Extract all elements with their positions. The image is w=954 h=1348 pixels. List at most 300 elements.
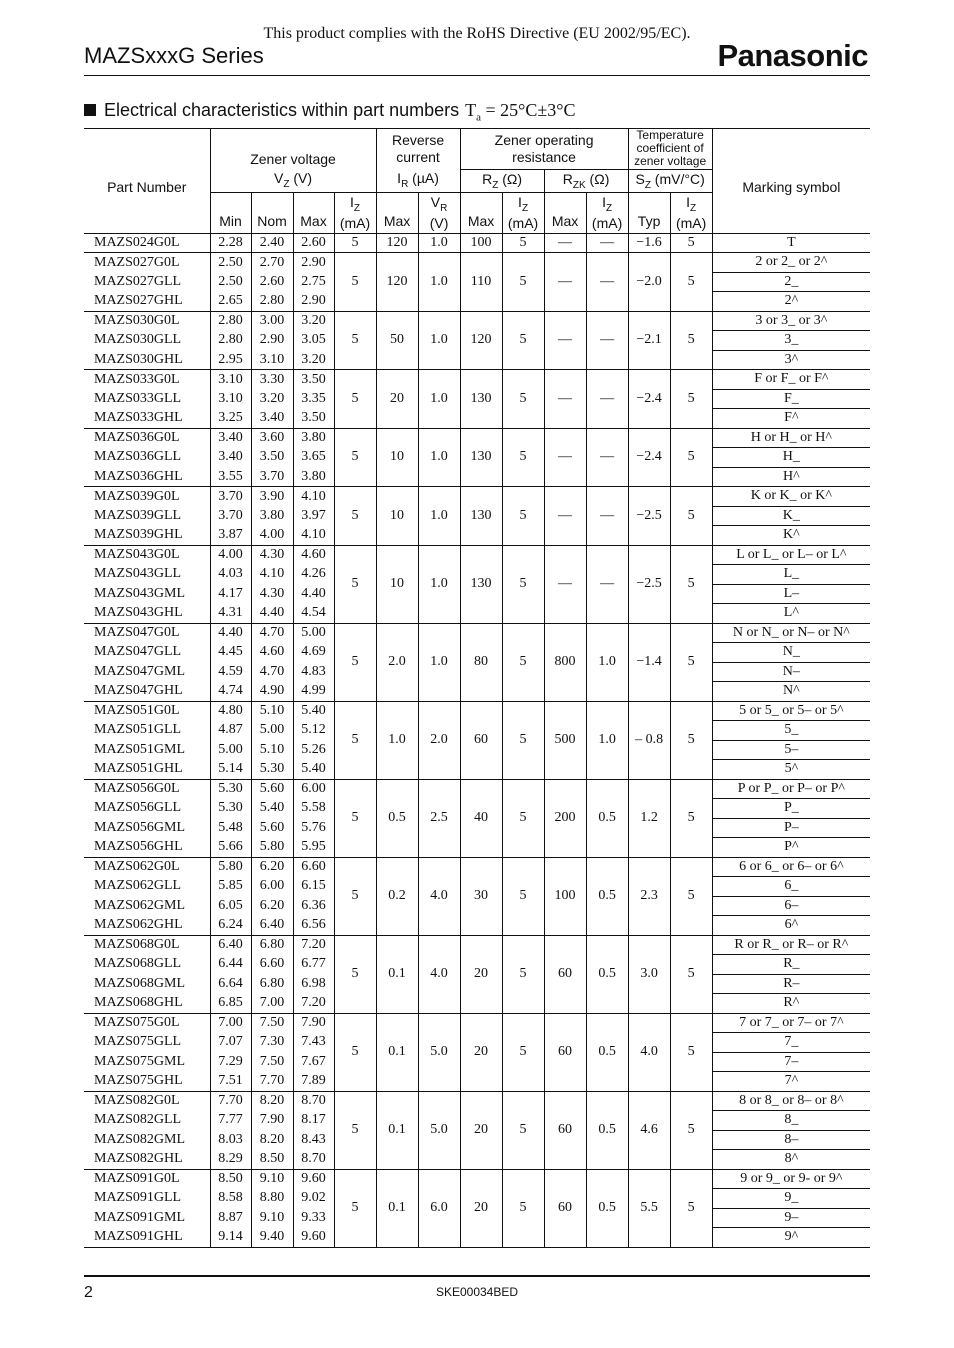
part-number-cell: MAZS075GLL	[84, 1033, 210, 1053]
part-number-cell: MAZS068GLL	[84, 955, 210, 975]
marking-symbol-cell: 9_	[712, 1189, 870, 1209]
header-zener-voltage: Zener voltage	[210, 129, 376, 170]
vz-min-cell: 7.00	[210, 1013, 251, 1033]
vz-max-cell: 5.26	[293, 740, 334, 760]
sz-typ-cell: −2.0	[628, 253, 670, 312]
vz-nom-cell: 3.80	[251, 506, 293, 526]
vz-min-cell: 3.40	[210, 428, 251, 448]
vz-min-cell: 3.40	[210, 448, 251, 468]
sz-iz-cell: 5	[670, 428, 712, 487]
part-number-cell: MAZS033G0L	[84, 370, 210, 390]
sz-iz-cell: 5	[670, 935, 712, 1013]
part-number-cell: MAZS075GHL	[84, 1072, 210, 1092]
part-number-cell: MAZS047G0L	[84, 623, 210, 643]
section-heading	[84, 100, 575, 124]
table-row	[84, 253, 870, 273]
sz-typ-cell: −1.4	[628, 623, 670, 701]
marking-symbol-cell: H_	[712, 448, 870, 468]
vz-nom-cell: 3.40	[251, 409, 293, 429]
marking-symbol-cell: 7–	[712, 1052, 870, 1072]
vz-min-cell: 5.80	[210, 857, 251, 877]
header-rz: $R_Z$ (Ω)	[460, 169, 544, 192]
ir-vr-cell: 2.0	[418, 701, 460, 779]
rzk-max-cell: 60	[544, 935, 586, 1013]
header-marking-symbol: Marking symbol	[712, 129, 870, 234]
marking-symbol-cell: P_	[712, 799, 870, 819]
vz-nom-cell: 6.80	[251, 974, 293, 994]
vz-nom-cell: 3.20	[251, 389, 293, 409]
vz-iz-cell: 5	[334, 487, 376, 546]
marking-symbol-cell: 8^	[784, 1151, 799, 1167]
ir-max-cell: 10	[376, 487, 418, 546]
part-number-cell: MAZS051GHL	[84, 760, 210, 780]
rzk-max-cell: —	[544, 311, 586, 370]
rzk-max-cell: 60	[544, 1013, 586, 1091]
table-body	[84, 233, 870, 1247]
header-vz-min: Min	[210, 192, 251, 233]
marking-symbol-cell: 5 or 5_ or 5– or 5^	[712, 701, 870, 721]
rzk-max-cell: —	[544, 487, 586, 546]
rzk-iz-cell: —	[586, 545, 628, 623]
ir-max-cell: 10	[376, 545, 418, 623]
series-title: MAZSxxxG Series	[84, 43, 264, 68]
ir-vr-cell: 2.5	[418, 779, 460, 857]
vz-min-cell: 5.85	[210, 877, 251, 897]
sz-iz-cell: 5	[670, 253, 712, 312]
ir-max-cell: 0.1	[376, 935, 418, 1013]
vz-nom-cell: 5.60	[251, 779, 293, 799]
marking-symbol-cell: K_	[712, 506, 870, 526]
part-number-cell: MAZS024G0L	[84, 233, 210, 253]
vz-max-cell: 6.56	[293, 916, 334, 936]
vz-max-cell: 9.33	[293, 1208, 334, 1228]
ir-vr-cell: 4.0	[418, 857, 460, 935]
marking-symbol-cell: F^	[784, 410, 799, 426]
vz-nom-cell: 8.50	[251, 1150, 293, 1170]
vz-min-cell: 3.70	[210, 487, 251, 507]
header-zener-operating-resistance: Zener operating resistance	[460, 129, 628, 170]
marking-symbol-cell: 6 or 6_ or 6– or 6^	[712, 857, 870, 877]
part-number-cell: MAZS056GHL	[84, 838, 210, 858]
vz-min-cell: 4.59	[210, 662, 251, 682]
vz-nom-cell: 3.90	[251, 487, 293, 507]
marking-symbol-cell: 3 or 3_ or 3^	[712, 311, 870, 331]
vz-nom-cell: 7.50	[251, 1052, 293, 1072]
vz-nom-cell: 2.80	[251, 292, 293, 312]
rzk-max-cell: —	[544, 233, 586, 253]
marking-symbol-cell: 2_	[712, 272, 870, 292]
marking-symbol-cell: P^	[784, 839, 799, 855]
vz-max-cell: 9.02	[293, 1189, 334, 1209]
vz-max-cell: 2.90	[293, 292, 334, 312]
rzk-max-cell: 60	[544, 1091, 586, 1169]
part-number-cell: MAZS047GML	[84, 662, 210, 682]
marking-symbol-cell: P–	[712, 818, 870, 838]
sz-typ-cell: 4.0	[628, 1013, 670, 1091]
marking-symbol-cell: R–	[712, 974, 870, 994]
header-vz-max: Max	[293, 192, 334, 233]
part-number-cell: MAZS033GHL	[84, 409, 210, 429]
vz-max-cell: 9.60	[293, 1228, 334, 1248]
vz-min-cell: 8.03	[210, 1130, 251, 1150]
vz-min-cell: 5.48	[210, 818, 251, 838]
sz-iz-cell: 5	[670, 857, 712, 935]
rz-max-cell: 30	[460, 857, 502, 935]
part-number-cell: MAZS051G0L	[84, 701, 210, 721]
vz-max-cell: 5.95	[293, 838, 334, 858]
sz-typ-cell: −2.4	[628, 428, 670, 487]
marking-symbol-cell: T	[712, 233, 870, 253]
vz-min-cell: 7.77	[210, 1111, 251, 1131]
vz-min-cell: 3.70	[210, 506, 251, 526]
vz-iz-cell: 5	[334, 701, 376, 779]
marking-symbol-cell: K or K_ or K^	[712, 487, 870, 507]
marking-symbol-cell: 2 or 2_ or 2^	[712, 253, 870, 273]
rz-max-cell: 130	[460, 545, 502, 623]
vz-nom-cell: 4.10	[251, 565, 293, 585]
vz-max-cell: 5.58	[293, 799, 334, 819]
marking-symbol-cell: L or L_ or L– or L^	[712, 545, 870, 565]
table-row	[84, 370, 870, 390]
rz-iz-cell: 5	[502, 935, 544, 1013]
rzk-iz-cell: —	[586, 487, 628, 546]
vz-max-cell: 9.60	[293, 1169, 334, 1189]
section-title: Electrical characteristics within part numbers	[104, 100, 460, 120]
part-number-cell: MAZS027G0L	[84, 253, 210, 273]
vz-min-cell: 5.30	[210, 799, 251, 819]
rz-max-cell: 130	[460, 487, 502, 546]
rz-iz-cell: 5	[502, 253, 544, 312]
ir-vr-cell: 1.0	[418, 428, 460, 487]
vz-max-cell: 3.65	[293, 448, 334, 468]
vz-min-cell: 4.31	[210, 604, 251, 624]
vz-min-cell: 2.28	[210, 233, 251, 253]
vz-min-cell: 6.24	[210, 916, 251, 936]
vz-min-cell: 6.40	[210, 935, 251, 955]
header-rzk: $R_{ZK}$ (Ω)	[544, 169, 628, 192]
vz-max-cell: 8.43	[293, 1130, 334, 1150]
sz-iz-cell: 5	[670, 1169, 712, 1247]
vz-min-cell: 8.87	[210, 1208, 251, 1228]
rz-max-cell: 40	[460, 779, 502, 857]
header-part-number: Part Number	[84, 129, 210, 234]
rz-iz-cell: 5	[502, 311, 544, 370]
part-number-cell: MAZS027GHL	[84, 292, 210, 312]
rzk-iz-cell: 0.5	[586, 1091, 628, 1169]
vz-nom-cell: 4.30	[251, 584, 293, 604]
vz-iz-cell: 5	[334, 779, 376, 857]
part-number-cell: MAZS036GLL	[84, 448, 210, 468]
ir-max-cell: 20	[376, 370, 418, 429]
table-row	[84, 233, 870, 253]
vz-min-cell: 4.00	[210, 545, 251, 565]
vz-nom-cell: 8.20	[251, 1130, 293, 1150]
header-sz: $S_Z$ (mV/°C)	[628, 169, 712, 192]
vz-min-cell: 3.10	[210, 389, 251, 409]
vz-max-cell: 3.80	[293, 428, 334, 448]
marking-symbol-cell: P or P_ or P– or P^	[712, 779, 870, 799]
ir-vr-cell: 1.0	[418, 623, 460, 701]
rz-iz-cell: 5	[502, 779, 544, 857]
table-row	[84, 857, 870, 877]
rzk-max-cell: 200	[544, 779, 586, 857]
vz-min-cell: 3.25	[210, 409, 251, 429]
table-header	[84, 129, 870, 234]
vz-nom-cell: 5.60	[251, 818, 293, 838]
part-number-cell: MAZS051GLL	[84, 721, 210, 741]
vz-max-cell: 5.40	[293, 701, 334, 721]
rz-max-cell: 120	[460, 311, 502, 370]
rzk-max-cell: —	[544, 253, 586, 312]
rzk-iz-cell: —	[586, 253, 628, 312]
ir-max-cell: 0.1	[376, 1091, 418, 1169]
part-number-cell: MAZS047GHL	[84, 682, 210, 702]
part-number-cell: MAZS036G0L	[84, 428, 210, 448]
ir-max-cell: 10	[376, 428, 418, 487]
ir-vr-cell: 1.0	[418, 487, 460, 546]
vz-min-cell: 3.10	[210, 370, 251, 390]
header-rz-iz: $I_Z$ (mA)	[502, 192, 544, 233]
vz-nom-cell: 9.10	[251, 1169, 293, 1189]
vz-min-cell: 2.65	[210, 292, 251, 312]
rz-max-cell: 60	[460, 701, 502, 779]
vz-max-cell: 2.90	[293, 253, 334, 273]
vz-nom-cell: 5.80	[251, 838, 293, 858]
vz-min-cell: 6.44	[210, 955, 251, 975]
vz-max-cell: 7.89	[293, 1072, 334, 1092]
rz-max-cell: 130	[460, 428, 502, 487]
vz-min-cell: 2.80	[210, 311, 251, 331]
part-number-cell: MAZS043GLL	[84, 565, 210, 585]
table-row	[84, 935, 870, 955]
vz-max-cell: 5.40	[293, 760, 334, 780]
sz-iz-cell: 5	[670, 370, 712, 429]
marking-symbol-cell: 7_	[712, 1033, 870, 1053]
rz-iz-cell: 5	[502, 857, 544, 935]
marking-symbol-cell: 5^	[784, 761, 799, 777]
rz-iz-cell: 5	[502, 1013, 544, 1091]
vz-max-cell: 4.83	[293, 662, 334, 682]
page-number: 2	[84, 1284, 93, 1301]
part-number-cell: MAZS043G0L	[84, 545, 210, 565]
sz-typ-cell: 4.6	[628, 1091, 670, 1169]
header-sz-iz: $I_Z$ (mA)	[670, 192, 712, 233]
vz-nom-cell: 8.80	[251, 1189, 293, 1209]
ir-max-cell: 2.0	[376, 623, 418, 701]
header-rzk-max: Max	[544, 192, 586, 233]
rz-iz-cell: 5	[502, 1169, 544, 1247]
vz-nom-cell: 2.60	[251, 272, 293, 292]
marking-symbol-cell: 8_	[712, 1111, 870, 1131]
vz-min-cell: 4.45	[210, 643, 251, 663]
part-number-cell: MAZS051GML	[84, 740, 210, 760]
part-number-cell: MAZS056G0L	[84, 779, 210, 799]
vz-max-cell: 6.36	[293, 896, 334, 916]
vz-nom-cell: 4.30	[251, 545, 293, 565]
vz-iz-cell: 5	[334, 1013, 376, 1091]
sz-iz-cell: 5	[670, 545, 712, 623]
part-number-cell: MAZS062GHL	[84, 916, 210, 936]
part-number-cell: MAZS062G0L	[84, 857, 210, 877]
marking-symbol-cell: 7^	[784, 1073, 799, 1089]
rohs-notice: This product complies with the RoHS Directive (EU 2002/95/EC).	[263, 25, 691, 42]
vz-iz-cell: 5	[334, 253, 376, 312]
vz-max-cell: 4.99	[293, 682, 334, 702]
vz-iz-cell: 5	[334, 428, 376, 487]
marking-symbol-cell: 7 or 7_ or 7– or 7^	[712, 1013, 870, 1033]
vz-min-cell: 6.05	[210, 896, 251, 916]
vz-max-cell: 5.12	[293, 721, 334, 741]
rzk-max-cell: —	[544, 370, 586, 429]
marking-symbol-cell: H or H_ or H^	[712, 428, 870, 448]
sz-typ-cell: 1.2	[628, 779, 670, 857]
rzk-iz-cell: 0.5	[586, 935, 628, 1013]
ir-vr-cell: 5.0	[418, 1091, 460, 1169]
vz-max-cell: 3.97	[293, 506, 334, 526]
vz-max-cell: 4.60	[293, 545, 334, 565]
rz-iz-cell: 5	[502, 545, 544, 623]
rz-max-cell: 20	[460, 1091, 502, 1169]
rzk-max-cell: 60	[544, 1169, 586, 1247]
vz-min-cell: 5.66	[210, 838, 251, 858]
marking-symbol-cell: N^	[783, 683, 800, 699]
vz-nom-cell: 3.10	[251, 350, 293, 370]
table-row	[84, 701, 870, 721]
part-number-cell: MAZS030GLL	[84, 331, 210, 351]
rz-max-cell: 100	[460, 233, 502, 253]
vz-nom-cell: 3.70	[251, 467, 293, 487]
part-number-cell: MAZS082G0L	[84, 1091, 210, 1111]
part-number-cell: MAZS056GLL	[84, 799, 210, 819]
vz-max-cell: 6.77	[293, 955, 334, 975]
ir-max-cell: 120	[376, 233, 418, 253]
vz-max-cell: 3.50	[293, 409, 334, 429]
sz-iz-cell: 5	[670, 779, 712, 857]
ir-max-cell: 0.1	[376, 1013, 418, 1091]
part-number-cell: MAZS033GLL	[84, 389, 210, 409]
sz-typ-cell: −1.6	[628, 233, 670, 253]
header-reverse-current: Reverse current	[376, 129, 460, 170]
vz-max-cell: 6.00	[293, 779, 334, 799]
vz-nom-cell: 9.10	[251, 1208, 293, 1228]
rzk-iz-cell: —	[586, 370, 628, 429]
marking-symbol-cell: N–	[712, 662, 870, 682]
vz-min-cell: 4.87	[210, 721, 251, 741]
header-temperature-coefficient: Temperature coefficient of zener voltage	[628, 129, 712, 170]
rz-iz-cell: 5	[502, 428, 544, 487]
part-number-cell: MAZS047GLL	[84, 643, 210, 663]
vz-nom-cell: 7.30	[251, 1033, 293, 1053]
header-rule	[84, 75, 870, 76]
sz-typ-cell: −2.4	[628, 370, 670, 429]
vz-min-cell: 2.50	[210, 253, 251, 273]
ir-max-cell: 0.1	[376, 1169, 418, 1247]
rz-max-cell: 130	[460, 370, 502, 429]
vz-iz-cell: 5	[334, 623, 376, 701]
header-ir-max: Max	[376, 192, 418, 233]
vz-min-cell: 7.29	[210, 1052, 251, 1072]
ir-vr-cell: 6.0	[418, 1169, 460, 1247]
marking-symbol-cell: 5–	[712, 740, 870, 760]
marking-symbol-cell: F or F_ or F^	[712, 370, 870, 390]
square-bullet-icon	[84, 104, 96, 116]
sz-typ-cell: −2.5	[628, 545, 670, 623]
marking-symbol-cell: R^	[783, 995, 800, 1011]
vz-nom-cell: 9.40	[251, 1228, 293, 1248]
vz-nom-cell: 4.40	[251, 604, 293, 624]
vz-max-cell: 3.50	[293, 370, 334, 390]
vz-iz-cell: 5	[334, 857, 376, 935]
vz-nom-cell: 4.70	[251, 623, 293, 643]
marking-symbol-cell: L–	[712, 584, 870, 604]
marking-symbol-cell: R_	[712, 955, 870, 975]
rzk-iz-cell: —	[586, 428, 628, 487]
part-number-cell: MAZS039G0L	[84, 487, 210, 507]
part-number-cell: MAZS068GHL	[84, 994, 210, 1014]
header-vz-iz: $I_Z$ (mA)	[334, 192, 376, 233]
vz-max-cell: 5.00	[293, 623, 334, 643]
vz-max-cell: 3.20	[293, 311, 334, 331]
rzk-iz-cell: —	[586, 233, 628, 253]
vz-max-cell: 4.10	[293, 526, 334, 546]
ir-vr-cell: 1.0	[418, 233, 460, 253]
vz-nom-cell: 2.90	[251, 331, 293, 351]
rz-max-cell: 20	[460, 935, 502, 1013]
part-number-cell: MAZS082GHL	[84, 1150, 210, 1170]
part-number-cell: MAZS030G0L	[84, 311, 210, 331]
part-number-cell: MAZS068GML	[84, 974, 210, 994]
vz-iz-cell: 5	[334, 370, 376, 429]
rzk-max-cell: 100	[544, 857, 586, 935]
rzk-iz-cell: 0.5	[586, 1169, 628, 1247]
rz-iz-cell: 5	[502, 370, 544, 429]
part-number-cell: MAZS062GLL	[84, 877, 210, 897]
vz-nom-cell: 6.20	[251, 896, 293, 916]
table-row	[84, 311, 870, 331]
vz-nom-cell: 5.30	[251, 760, 293, 780]
part-number-cell: MAZS068G0L	[84, 935, 210, 955]
rz-max-cell: 80	[460, 623, 502, 701]
vz-max-cell: 6.98	[293, 974, 334, 994]
vz-iz-cell: 5	[334, 1169, 376, 1247]
header-rzk-iz: $I_Z$ (mA)	[586, 192, 628, 233]
vz-nom-cell: 6.60	[251, 955, 293, 975]
vz-nom-cell: 3.00	[251, 311, 293, 331]
vz-nom-cell: 2.70	[251, 253, 293, 273]
marking-symbol-cell: 3^	[784, 351, 799, 367]
marking-symbol-cell: 6^	[784, 917, 799, 933]
vz-min-cell: 9.14	[210, 1228, 251, 1248]
part-number-cell: MAZS039GLL	[84, 506, 210, 526]
table-row	[84, 623, 870, 643]
vz-max-cell: 4.69	[293, 643, 334, 663]
ir-vr-cell: 1.0	[418, 545, 460, 623]
vz-max-cell: 2.60	[293, 233, 334, 253]
vz-iz-cell: 5	[334, 233, 376, 253]
vz-min-cell: 8.50	[210, 1169, 251, 1189]
sz-iz-cell: 5	[670, 1091, 712, 1169]
ir-max-cell: 50	[376, 311, 418, 370]
ir-vr-cell: 1.0	[418, 253, 460, 312]
table-row	[84, 1091, 870, 1111]
part-number-cell: MAZS062GML	[84, 896, 210, 916]
vz-max-cell: 4.54	[293, 604, 334, 624]
vz-min-cell: 3.55	[210, 467, 251, 487]
marking-symbol-cell: 6–	[712, 896, 870, 916]
part-number-cell: MAZS091GHL	[84, 1228, 210, 1248]
sz-iz-cell: 5	[670, 487, 712, 546]
ir-vr-cell: 1.0	[418, 370, 460, 429]
